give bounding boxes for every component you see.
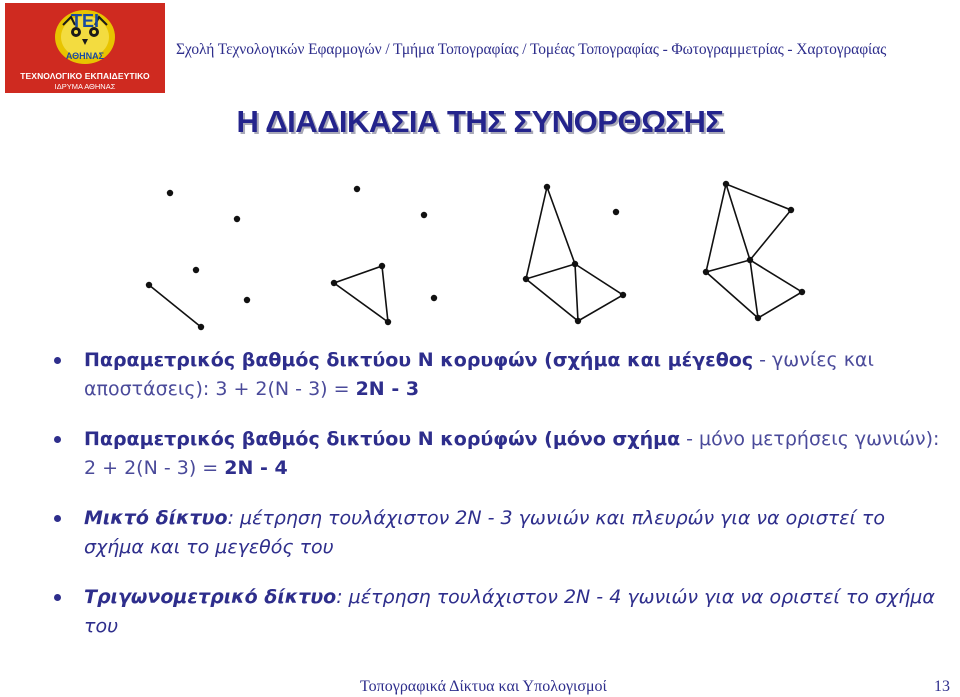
vertices	[146, 181, 805, 330]
bullet-text: - μόνο μετρήσεις γωνιών): 2 + 2(N - 3) =	[84, 428, 940, 479]
bullet-text: - γωνίες και αποστάσεις): 3 + 2(N - 3) =	[84, 349, 874, 400]
vertex	[234, 216, 240, 222]
logo-brand: ΤΕΙ	[70, 11, 100, 31]
vertex	[198, 324, 204, 330]
vertex	[755, 315, 761, 321]
bullet-dot-icon	[54, 436, 61, 443]
vertex	[354, 186, 360, 192]
bullet-list	[54, 346, 944, 662]
edge	[149, 285, 201, 327]
slide-title: Η ΔΙΑΔΙΚΑΣΙΑ ΤΗΣ ΣΥΝΟΡΘΩΣΗΣ	[236, 104, 724, 139]
bullet-bold: Παραμετρικός βαθμός δικτύου N κορύφών (μόνο σχήμα	[84, 428, 681, 450]
two-triangle-edges	[526, 187, 575, 279]
vertex	[747, 257, 753, 263]
bullet-dot-icon	[54, 515, 61, 522]
vertex	[385, 319, 391, 325]
vertex	[523, 276, 529, 282]
two-triangle-edges-2	[526, 264, 623, 321]
bullet-dot-icon	[54, 594, 61, 601]
vertex	[331, 280, 337, 286]
vertex	[572, 261, 578, 267]
triangle-edges	[334, 266, 388, 322]
logo-city: ΑΘΗΝΑΣ	[65, 51, 105, 61]
bullet-item	[54, 504, 944, 562]
logo-line-2: ΙΔΡΥΜΑ ΑΘΗΝΑΣ	[54, 82, 116, 91]
bullet-result: 2N - 4	[224, 457, 288, 479]
vertex	[723, 181, 729, 187]
logo-line-1: ΤΕΧΝΟΛΟΓΙΚΟ ΕΚΠΑΙΔΕΥΤΙΚΟ	[20, 71, 150, 81]
vertex	[703, 269, 709, 275]
vertex	[421, 212, 427, 218]
vertex	[431, 295, 437, 301]
vertex	[379, 263, 385, 269]
vertex	[788, 207, 794, 213]
bullet-text: : μέτρηση τουλάχιστον 2N - 3 γωνιών και πλευρών για να οριστεί το σχήμα και το μεγεθός του	[84, 507, 885, 558]
bullet-dot-icon	[54, 357, 61, 364]
vertex	[544, 184, 550, 190]
vertex	[167, 190, 173, 196]
bullet-bold: Μικτό δίκτυο	[84, 507, 228, 529]
vertex	[244, 297, 250, 303]
page-number: 13	[934, 678, 950, 695]
network-diagram	[0, 0, 960, 340]
bullet-text: : μέτρηση τουλάχιστον 2N - 4 γωνιών για να οριστεί το σχήμα του	[84, 586, 935, 637]
footer-title: Τοπογραφικά Δίκτυα και Υπολογισμοί	[360, 678, 607, 695]
bullet-result: 2N - 3	[355, 378, 420, 400]
vertex	[613, 209, 619, 215]
bullet-item	[54, 346, 944, 404]
vertex	[146, 282, 152, 288]
bullet-bold: Τριγωνομετρικό δίκτυο	[84, 586, 337, 608]
bullet-bold: Παραμετρικός βαθμός δικτύου N κορυφών (σχήμα και μέγεθος	[84, 349, 754, 371]
vertex	[620, 292, 626, 298]
bullet-item	[54, 425, 944, 483]
header-breadcrumb: Σχολή Τεχνολογικών Εφαρμογών / Τμήμα Τοπογραφίας / Τομέας Τοπογραφίας - Φωτογραμμετρίας - Χαρτογραφίας	[176, 41, 887, 58]
vertex	[575, 318, 581, 324]
bullet-item	[54, 583, 944, 641]
vertex	[193, 267, 199, 273]
vertex	[799, 289, 805, 295]
